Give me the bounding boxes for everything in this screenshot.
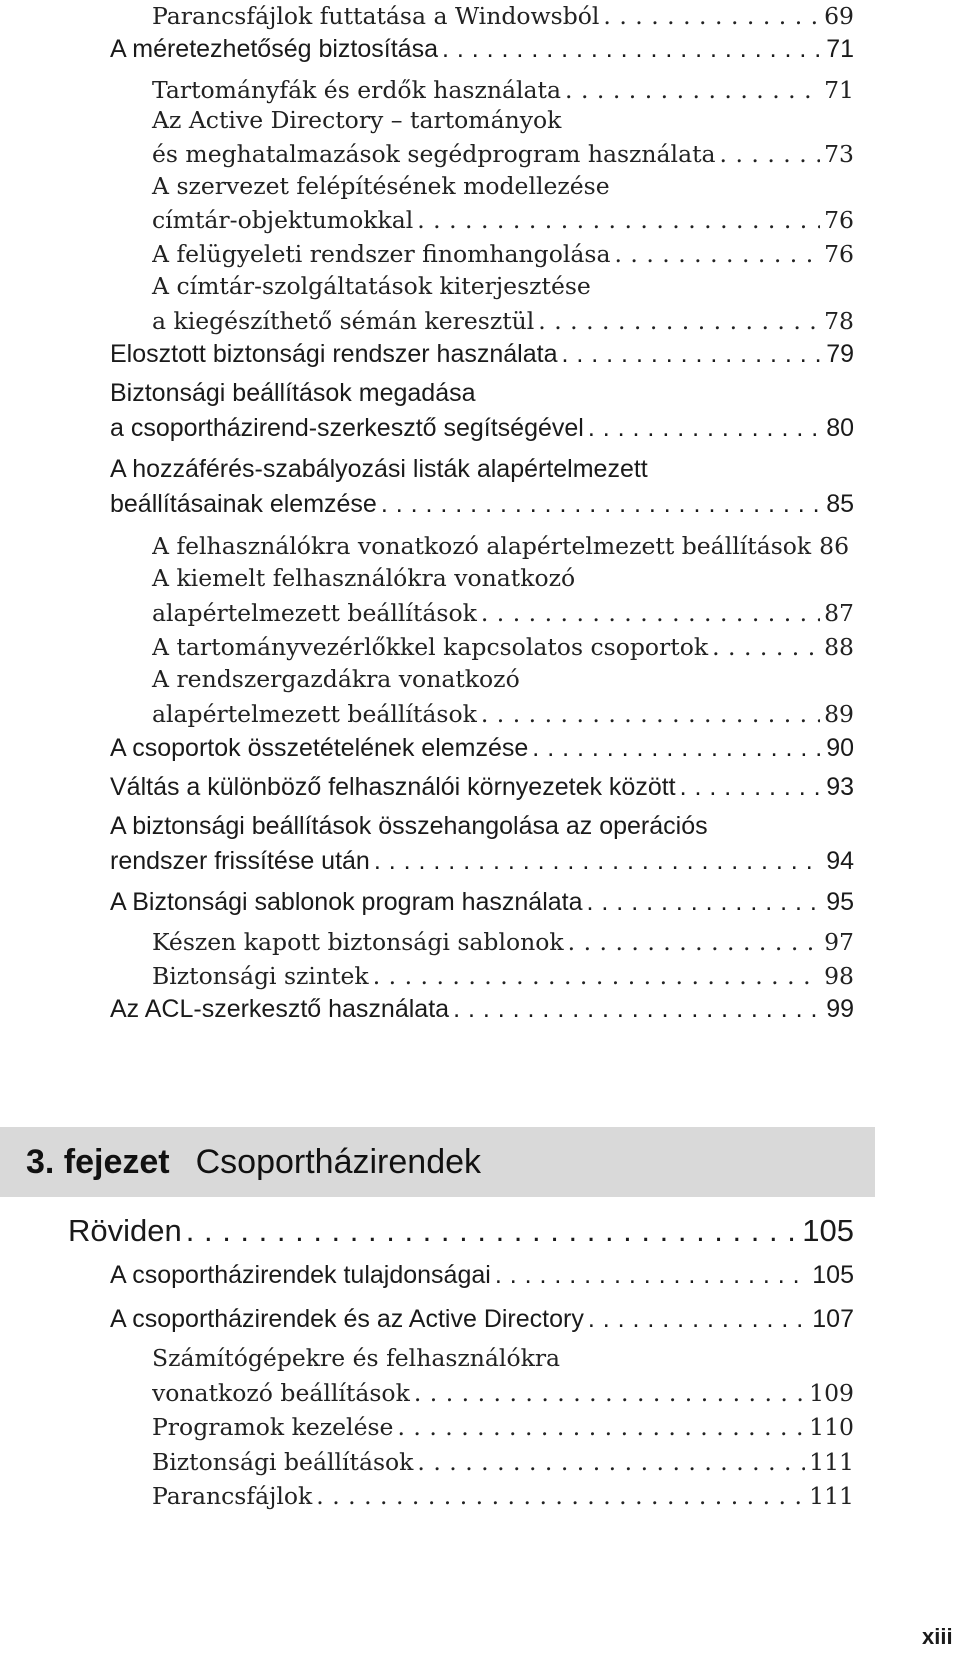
dot-leader	[374, 847, 822, 876]
section-page: 105	[802, 1213, 854, 1248]
toc-entry	[152, 1411, 854, 1441]
dot-leader	[614, 240, 820, 268]
toc-entry-title-line: A kiemelt felhasználókra vonatkozó	[152, 564, 576, 592]
dot-leader	[532, 734, 822, 763]
toc-entry-page: 95	[826, 888, 854, 916]
toc-entry	[152, 305, 854, 335]
toc-entry	[110, 887, 854, 917]
toc-entry-title-line: Az Active Directory – tartományok	[152, 106, 562, 134]
toc-entry-title: vonatkozó beállítások	[152, 1379, 410, 1407]
toc-entry-title: Biztonsági beállítások	[152, 1448, 414, 1476]
toc-entry-title-line: A rendszergazdákra vonatkozó	[152, 665, 520, 693]
toc-entry-page: 78	[824, 307, 854, 335]
toc-entry-page: 107	[812, 1305, 854, 1333]
toc-entry-page: 94	[826, 847, 854, 875]
toc-entry-title: Váltás a különböző felhasználói környezetek között	[110, 773, 676, 801]
toc-entry-page: 85	[826, 490, 854, 518]
toc-entry-title: beállításainak elemzése	[110, 490, 377, 518]
toc-entry-page: 86	[819, 532, 850, 560]
dot-leader	[414, 1379, 805, 1407]
toc-entry-title: a csoportházirend-szerkesztő segítségével	[110, 414, 584, 442]
toc-entry-title-line: Biztonsági beállítások megadása	[110, 379, 476, 407]
toc-entry-title: alapértelmezett beállítások	[152, 599, 477, 627]
toc-entry	[110, 489, 854, 519]
toc-entry-title-line: A biztonsági beállítások összehangolása az operációs	[110, 812, 708, 840]
toc-entry-page: 89	[824, 700, 854, 728]
toc-entry-title: Tartományfák és erdők használata	[152, 76, 562, 104]
toc-entry	[110, 994, 854, 1024]
toc-entry-page: 109	[809, 1379, 854, 1407]
dot-leader	[397, 1413, 805, 1441]
dot-leader	[587, 888, 823, 917]
chapter-header	[0, 1127, 875, 1197]
toc-entry-page: 73	[824, 140, 854, 168]
dot-leader	[417, 206, 820, 234]
toc-entry-title: Parancsfájlok	[152, 1482, 313, 1510]
toc-entry	[110, 1260, 854, 1290]
toc-entry-title: a kiegészíthető sémán keresztül	[152, 307, 535, 335]
dot-leader	[538, 307, 820, 335]
dot-leader	[481, 599, 820, 627]
toc-entry-title: Készen kapott biztonsági sablonok	[152, 928, 564, 956]
toc-entry-page: 90	[826, 734, 854, 762]
toc-entry-page: 99	[826, 995, 854, 1023]
toc-entry-title: A csoportházirendek tulajdonságai	[110, 1261, 491, 1289]
toc-entry-title-line: Számítógépekre és felhasználókra	[152, 1344, 561, 1372]
toc-entry	[110, 846, 854, 876]
dot-leader	[712, 633, 820, 661]
dot-leader	[568, 928, 820, 956]
toc-entry	[152, 74, 854, 104]
dot-leader	[442, 35, 822, 64]
toc-entry-title: rendszer frissítése után	[110, 847, 370, 875]
toc-entry-title-line: A címtár-szolgáltatások kiterjesztése	[152, 272, 591, 300]
toc-entry-page: 76	[824, 206, 854, 234]
toc-entry	[152, 1480, 854, 1510]
chapter-title: Csoportházirendek	[195, 1142, 482, 1181]
toc-entry-page: 79	[826, 340, 854, 368]
toc-entry-title: A felügyeleti rendszer finomhangolása	[152, 240, 611, 268]
dot-leader	[495, 1261, 808, 1290]
toc-entry-page: 76	[824, 240, 854, 268]
toc-entry-title: A méretezhetőség biztosítása	[110, 35, 438, 63]
dot-leader	[561, 340, 822, 369]
toc-entry-title: Az ACL-szerkesztő használata	[110, 995, 450, 1023]
toc-entry	[152, 0, 854, 30]
toc-entry-title: Parancsfájlok futtatása a Windowsból	[152, 2, 600, 30]
toc-entry-page: 87	[824, 599, 854, 627]
toc-entry-title: Biztonsági szintek	[152, 962, 369, 990]
toc-entry	[152, 1446, 854, 1476]
dot-leader	[680, 773, 823, 802]
dot-leader	[373, 962, 820, 990]
dot-leader	[381, 490, 822, 519]
toc-entry-title: A tartományvezérlőkkel kapcsolatos csoportok	[152, 633, 709, 661]
dot-leader	[186, 1213, 799, 1249]
toc-entry-title: alapértelmezett beállítások	[152, 700, 477, 728]
toc-entry	[152, 238, 854, 268]
toc-entry-page: 88	[824, 633, 854, 661]
page-number: xiii	[922, 1624, 953, 1649]
toc-entry-page: 98	[824, 962, 854, 990]
toc-entry-page: 80	[826, 414, 854, 442]
toc-entry	[152, 204, 854, 234]
toc-entry	[110, 34, 854, 64]
dot-leader	[453, 995, 822, 1024]
toc-entry-page: 97	[824, 928, 854, 956]
toc-entry-page: 69	[824, 2, 854, 30]
toc-entry	[152, 960, 854, 990]
toc-entry	[110, 413, 854, 443]
toc-entry-page: 71	[826, 35, 854, 63]
toc-entry-page: 105	[812, 1261, 854, 1289]
toc-entry-title: és meghatalmazások segédprogram használata	[152, 140, 716, 168]
toc-entry	[152, 138, 854, 168]
dot-leader	[588, 1305, 808, 1334]
chapter-number: 3. fejezet	[26, 1142, 170, 1181]
toc-entry-page: 111	[809, 1482, 854, 1510]
dot-leader	[481, 700, 820, 728]
toc-entry-title-line: A hozzáférés-szabályozási listák alapértelmezett	[110, 455, 648, 483]
toc-entry-title: címtár-objektumokkal	[152, 206, 414, 234]
toc-entry	[152, 1377, 854, 1407]
toc-entry	[152, 597, 854, 627]
toc-entry-title: A felhasználókra vonatkozó alapértelmezett beállítások	[152, 532, 812, 560]
toc-entry	[110, 339, 854, 369]
dot-leader	[316, 1482, 805, 1510]
toc-entry-title: Programok kezelése	[152, 1413, 394, 1441]
dot-leader	[603, 2, 820, 30]
section-title: Röviden	[68, 1213, 182, 1248]
toc-entry	[152, 530, 854, 560]
toc-entry-page: 93	[826, 773, 854, 801]
toc-entry	[152, 698, 854, 728]
toc-entry	[110, 733, 854, 763]
toc-entry	[152, 631, 854, 661]
dot-leader	[565, 76, 820, 104]
toc-entry-title: A csoportházirendek és az Active Directory	[110, 1305, 584, 1333]
toc-section-entry	[68, 1209, 854, 1249]
toc-entry-title: Elosztott biztonsági rendszer használata	[110, 340, 558, 368]
toc-entry-title-line: A szervezet felépítésének modellezése	[152, 172, 610, 200]
dot-leader	[588, 414, 822, 443]
toc-entry-page: 71	[824, 76, 854, 104]
toc-entry	[110, 1304, 854, 1334]
toc-entry	[152, 926, 854, 956]
toc-entry	[110, 772, 854, 802]
toc-entry-page: 110	[809, 1413, 854, 1441]
dot-leader	[417, 1448, 805, 1476]
toc-entry-title: A Biztonsági sablonok program használata	[110, 888, 583, 916]
toc-entry-page: 111	[809, 1448, 854, 1476]
toc-entry-title: A csoportok összetételének elemzése	[110, 734, 529, 762]
dot-leader	[720, 140, 821, 168]
